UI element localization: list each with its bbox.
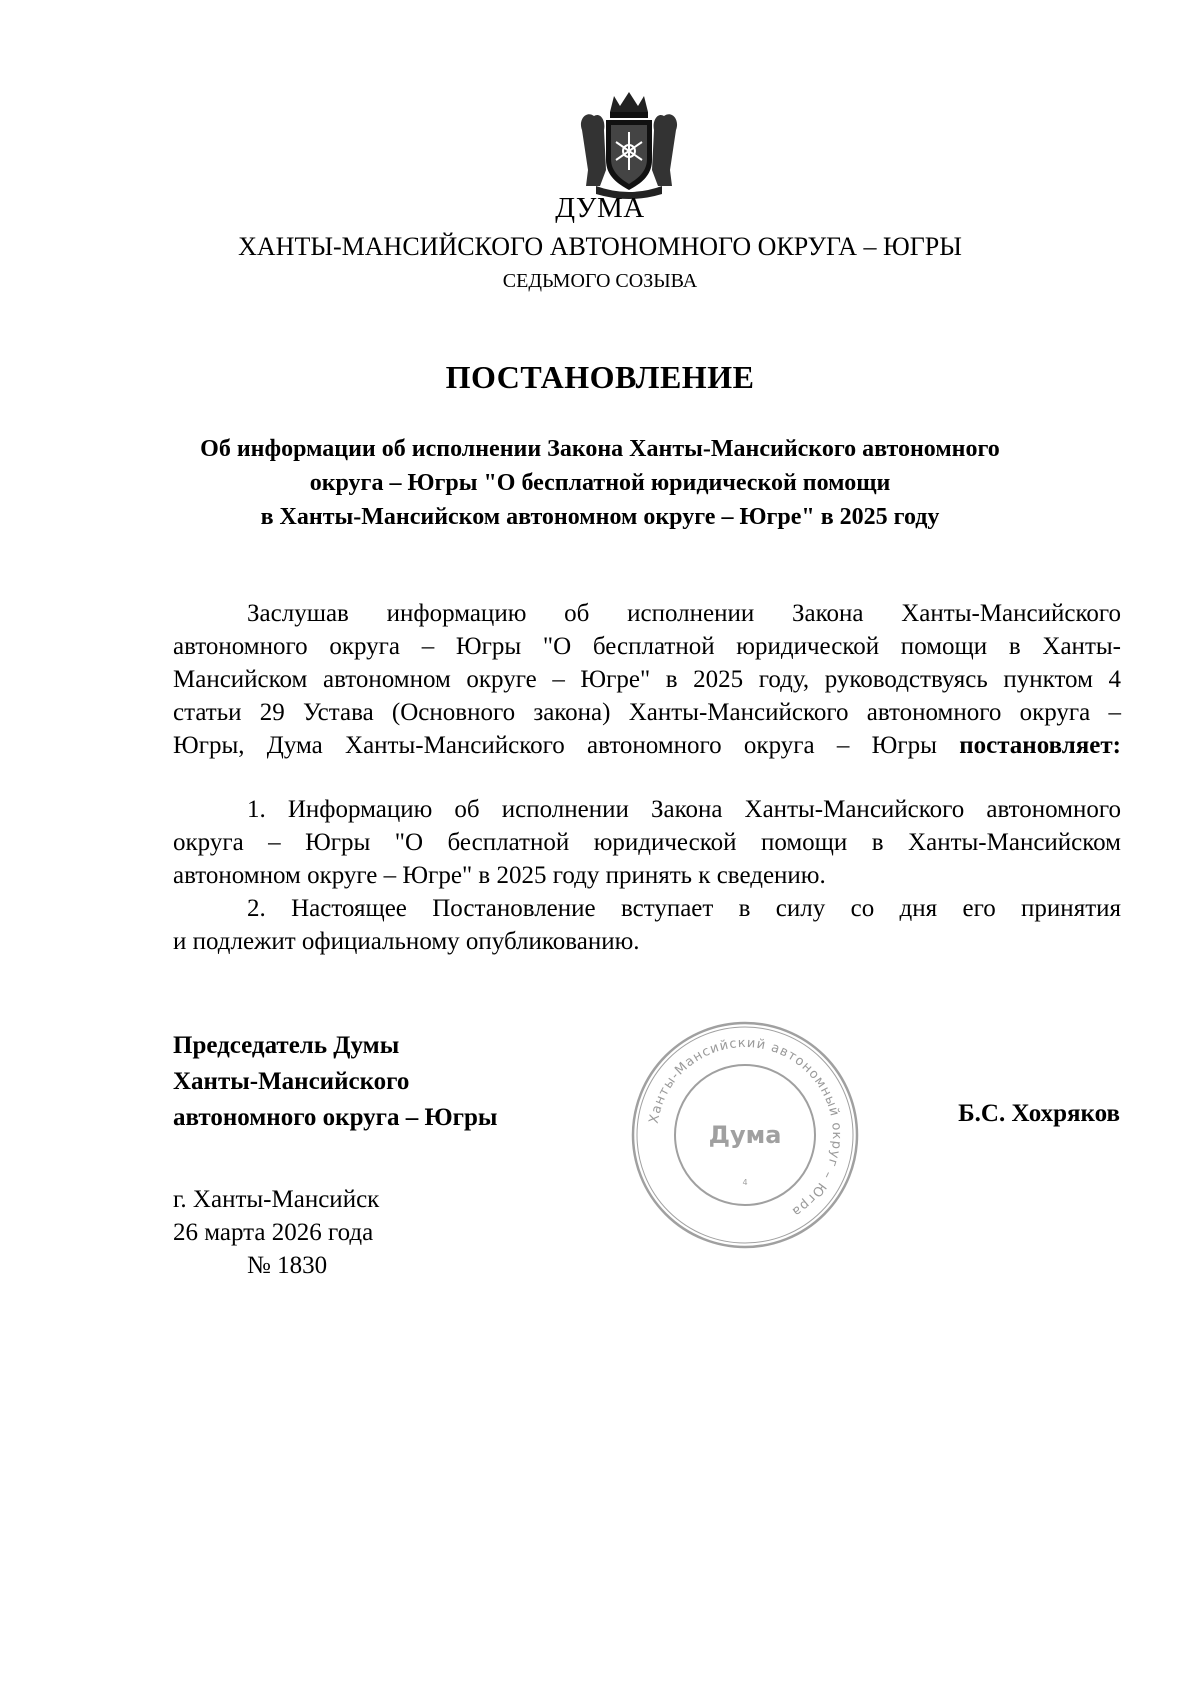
preamble-line: Заслушав информацию об исполнении Закона Ханты-Мансийского [247, 600, 1121, 627]
preamble-line: автономного округа – Югры "О бесплатной юридической помощи в Ханты- [173, 633, 1121, 660]
resolution-items [173, 793, 1121, 958]
item-2-line: и подлежит официальному опубликованию. [173, 928, 640, 955]
title-line: Об информации об исполнении Закона Ханты-Мансийского автономного [200, 436, 1000, 462]
document-type: ПОСТАНОВЛЕНИЕ [445, 359, 755, 395]
preamble-last-line [173, 729, 1121, 762]
preamble-line: статьи 29 Устава (Основного закона) Ханты-Мансийского автономного округа – [173, 699, 1121, 726]
convocation: СЕДЬМОГО СОЗЫВА [502, 270, 698, 292]
position-line: Председатель Думы [173, 1032, 400, 1059]
signatory-position [173, 1028, 497, 1136]
position-line: автономного округа – Югры [173, 1104, 498, 1131]
date: 26 марта 2026 года [173, 1219, 374, 1246]
position-line: Ханты-Мансийского [173, 1068, 410, 1095]
coat-of-arms-icon [574, 90, 684, 200]
organization-name: ДУМА [555, 192, 645, 224]
preamble-line-text: Югры, Дума Ханты-Мансийского автономного округа – Югры [173, 732, 960, 759]
signatory-name: Б.С. Хохряков [958, 1100, 1120, 1127]
item-1-line: автономном округе – Югре" в 2025 году принять к сведению. [173, 862, 826, 889]
title-line: округа – Югры "О бесплатной юридической помощи [309, 470, 891, 496]
title-line: в Ханты-Мансийском автономном округе – Югре" в 2025 году [260, 504, 940, 530]
document-footer [173, 1183, 379, 1282]
svg-text:Ханты-Мансийский автономный ок: Ханты-Мансийский автономный округ – Югра [646, 1035, 845, 1220]
city: г. Ханты-Мансийск [173, 1186, 380, 1213]
svg-text:4: 4 [742, 1178, 748, 1187]
preamble-line: Мансийском автономном округе – Югре" в 2025 году, руководствуясь пунктом 4 [173, 666, 1121, 693]
svg-text:Дума: Дума [708, 1121, 782, 1149]
item-1-line: 1. Информацию об исполнении Закона Ханты-Мансийского автономного [247, 796, 1121, 823]
region-name: ХАНТЫ-МАНСИЙСКОГО АВТОНОМНОГО ОКРУГА – ЮГРЫ [238, 232, 962, 261]
preamble-paragraph [173, 597, 1121, 762]
item-1-line: округа – Югры "О бесплатной юридической помощи в Ханты-Мансийском [173, 829, 1121, 856]
document-title [0, 432, 1200, 534]
document-number: № 1830 [247, 1252, 328, 1279]
decision-word: постановляет: [959, 732, 1121, 759]
item-2-line: 2. Настоящее Постановление вступает в силу со дня его принятия [247, 895, 1121, 922]
official-seal [625, 1015, 865, 1255]
